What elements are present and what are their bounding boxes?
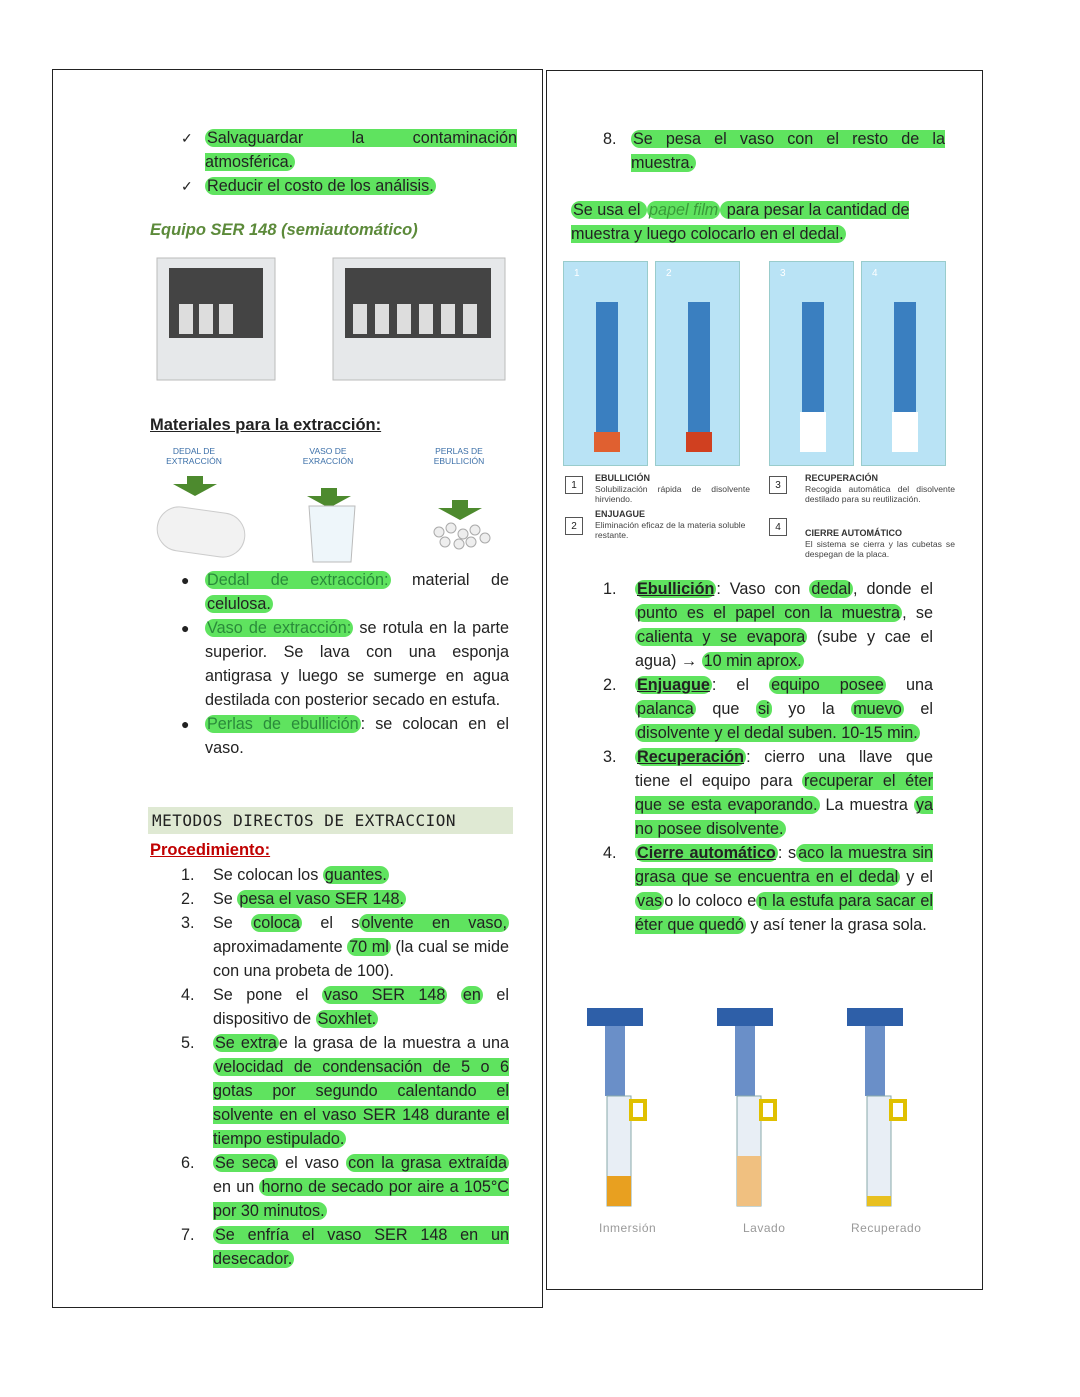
text: en un [213, 1178, 260, 1196]
materials-images [149, 502, 499, 568]
step-number: 1. [181, 866, 195, 884]
step-text [203, 983, 509, 1031]
text: yo la [771, 700, 852, 718]
material-label: DEDAL DE EXTRACCIÓN [166, 446, 222, 466]
text: Se colocan los [213, 866, 323, 884]
highlighted-text: en [462, 986, 481, 1004]
text: el [903, 700, 933, 718]
highlighted-text: recuperar el éter que se esta evaporando. [635, 772, 933, 814]
highlighted-text: con la grasa extraída [348, 1154, 507, 1172]
step-item [181, 911, 509, 983]
highlighted-text: Salvaguardar la contaminación atmosférica. [205, 129, 517, 171]
step-text [203, 1031, 509, 1151]
highlighted-text: ya no posee disolvente. [635, 796, 933, 838]
materials-title: Materiales para la extracción: [150, 416, 382, 434]
highlighted-text: Se seca [215, 1154, 277, 1172]
bullet-item [205, 712, 509, 760]
text: se rotula en la parte superior. Se lava con una esponja antigrasa y luego se sumerge en agua destilada con posterior secado en estufa. [205, 619, 510, 709]
step-number: 7. [181, 1226, 195, 1244]
text: aproximadamente [213, 938, 348, 956]
step-number: 3. [181, 914, 195, 932]
step-text [625, 673, 933, 745]
diagram-panel: 2 [655, 261, 740, 466]
step-text [203, 1223, 509, 1271]
bullet: ● [181, 620, 190, 636]
highlighted-text: coloca [253, 914, 300, 932]
bullet-item [205, 568, 509, 616]
highlighted-text: aco la muestra sin grasa que se encuentra en el dedal [635, 844, 934, 886]
highlighted-text: vas [637, 892, 663, 910]
highlighted-text: horno de secado por aire a 105°C por 30 minutos. [213, 1178, 509, 1220]
step-number: 1. [603, 580, 617, 598]
text: , donde el [853, 580, 933, 598]
equipment-photo [149, 254, 511, 390]
equipment-title: Equipo SER 148 (semiautomático) [150, 221, 418, 239]
step-item [181, 1151, 509, 1223]
text [447, 986, 461, 1004]
highlighted-text: 70 ml [349, 938, 389, 956]
left-page [52, 69, 543, 1308]
text: La muestra [819, 796, 914, 814]
highlighted-text: guantes. [324, 866, 387, 884]
highlighted-text: papel film [649, 201, 719, 219]
step-number: 5. [181, 1034, 195, 1052]
bullet: ● [181, 716, 190, 732]
diagram-panel: 3 [769, 261, 854, 466]
highlighted-text: Se enfría el vaso SER 148 en un desecador. [213, 1226, 509, 1268]
bullet: ● [181, 572, 190, 588]
step-item [603, 577, 933, 673]
highlighted-text: Perlas de ebullición [207, 715, 359, 733]
highlighted-text: Recuperación [637, 748, 745, 766]
highlighted-text: Enjuague [637, 676, 710, 694]
highlighted-text: 10 min aprox. [703, 652, 802, 670]
text: material de [390, 571, 509, 589]
text: Se pone el [213, 986, 322, 1004]
arrow-down-icon [173, 484, 217, 496]
text: una [885, 676, 933, 694]
step-item [603, 841, 933, 937]
step-text [203, 911, 509, 983]
text: (sube y cae el agua) → [635, 628, 933, 670]
text: Se [213, 914, 252, 932]
highlighted-text: Soxhlet. [317, 1010, 377, 1028]
check-item [205, 126, 517, 174]
step-text [625, 127, 945, 175]
material-label: PERLAS DE EBULLICIÓN [433, 446, 485, 466]
highlighted-text: Se usa el [573, 201, 645, 219]
step-item [603, 673, 933, 745]
highlighted-text: muevo [853, 700, 902, 718]
highlighted-text: disolvente y el dedal suben. 10-15 min. [637, 724, 918, 742]
step-item [181, 983, 509, 1031]
text: : s [777, 844, 797, 862]
diagram-captions: 1 EBULLICIÓN Solubilización rápida de disolvente hirviendo. 2 ENJUAGUE Eliminación eficaz de la materia soluble restante. 3 RECUPERACIÓN Recogida automática del disolvente destilado para su reutilización. 4 CIERRE AUTOMÁTICO El sistema se cierra y las cubetas se despegan de la placa. [565, 473, 960, 583]
text: que [695, 700, 756, 718]
highlighted-text: celulosa. [207, 595, 271, 613]
checkmark-icon: ✓ [181, 130, 193, 146]
diagram-panel: 1 [563, 261, 648, 466]
step-text [625, 577, 933, 673]
highlighted-text: Reducir el costo de los análisis. [207, 177, 434, 195]
step-item [181, 1031, 509, 1151]
figure-label: Inmersión [599, 1221, 657, 1235]
text: : Vaso con [716, 580, 810, 598]
text: e la grasa de la muestra a una [278, 1034, 509, 1052]
highlighted-text: pesa el vaso SER 148. [239, 890, 404, 908]
highlighted-text: vaso SER 148 [323, 986, 446, 1004]
text: y así tener la grasa sola. [745, 916, 927, 934]
soxhlet-steps-diagram [563, 261, 953, 466]
step-text [203, 863, 509, 887]
highlighted-text: olvente en vaso, [361, 914, 507, 932]
text: y el [900, 868, 933, 886]
check-item [205, 174, 436, 198]
highlighted-text: Se pesa el vaso con el resto de la muestra. [631, 130, 945, 172]
highlighted-text: calienta y se evapora [637, 628, 806, 646]
materials-list [181, 568, 509, 760]
highlighted-text: n la estufa para sacar el éter que quedó [635, 892, 933, 934]
highlighted-text: palanca [637, 700, 694, 718]
figure-label: Lavado [743, 1221, 786, 1235]
highlighted-text: Vaso de extracción: [207, 619, 352, 637]
step-number: 2. [603, 676, 617, 694]
step-item [181, 1223, 509, 1271]
highlighted-text: equipo posee [771, 676, 884, 694]
step-number: 4. [603, 844, 617, 862]
highlighted-text: velocidad de condensación de 5 o 6 gotas por segundo calentando el solvente en el vaso SER 148 durante el tiempo estipulado. [213, 1058, 509, 1148]
highlighted-text: punto es el papel con la muestra [637, 604, 901, 622]
bullet-item [205, 616, 509, 712]
text: : el [711, 676, 770, 694]
highlighted-text: Dedal de extracción: [207, 571, 389, 589]
step-8: 8. Se pesa el vaso con el resto de la muestra. [603, 127, 945, 175]
checkmark-icon: ✓ [181, 178, 193, 194]
procedure-steps [181, 863, 509, 1271]
highlighted-text: Se extra [215, 1034, 277, 1052]
text: , se [902, 604, 934, 622]
checklist [181, 126, 517, 198]
procedure-label: Procedimiento: [150, 841, 271, 859]
step-text [625, 841, 933, 937]
step-item [181, 863, 509, 887]
text: Se [213, 890, 238, 908]
text: el s [301, 914, 360, 932]
procedure-detail-steps [603, 577, 933, 937]
step-number: 4. [181, 986, 195, 1004]
highlighted-text: si [757, 700, 770, 718]
text: : cierro una llave que tiene el equipo para [635, 748, 933, 790]
step-item [603, 745, 933, 841]
step-text [203, 1151, 509, 1223]
diagram-panel: 4 [861, 261, 946, 466]
step-number: 3. [603, 748, 617, 766]
text: el dispositivo de [213, 986, 510, 1028]
step-text [203, 887, 509, 911]
text: : se colocan en el vaso. [205, 715, 509, 757]
text: (la cual se mide con una probeta de 100). [213, 938, 509, 980]
step-number: 6. [181, 1154, 195, 1172]
right-page [546, 70, 983, 1290]
film-paragraph [571, 198, 947, 246]
highlighted-text: Cierre automático [637, 844, 776, 862]
material-label: VASO DE EXRACCIÓN [302, 446, 354, 466]
figure-label: Recuperado [851, 1221, 922, 1235]
highlighted-text: para pesar la cantidad de muestra y luego colocarlo en el dedal. [571, 201, 910, 243]
highlighted-text: dedal [811, 580, 852, 598]
section-heading: METODOS DIRECTOS DE EXTRACCION [148, 807, 513, 834]
soxhlet-process-figure [585, 1006, 955, 1221]
step-item [181, 887, 509, 911]
text: el vaso [278, 1154, 347, 1172]
step-number: 2. [181, 890, 195, 908]
highlighted-text: Ebullición [637, 580, 715, 598]
text: o lo coloco e [664, 892, 757, 910]
step-text [625, 745, 933, 841]
